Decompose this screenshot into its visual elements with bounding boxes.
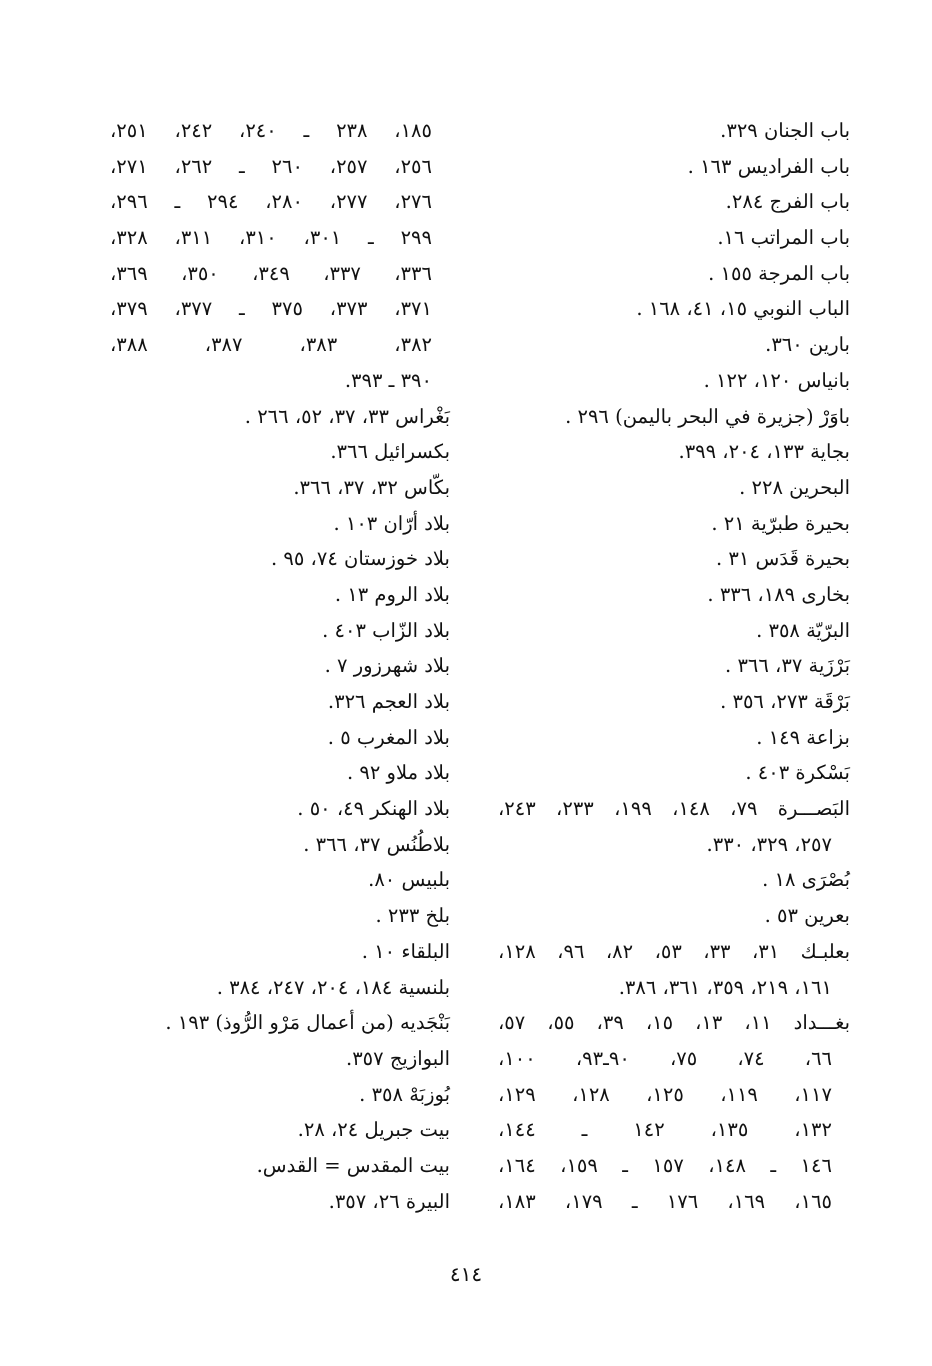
index-column-left xyxy=(110,113,450,1219)
index-entry: باب الفرج ٢٨٤. xyxy=(725,190,850,214)
index-entry: بَسْكرة ٤٠٣ . xyxy=(745,761,850,785)
index-entry: بلاد الروم ١٣ . xyxy=(334,582,450,606)
index-entry: البَصـــرة ٧٩، ١٤٨، ١٩٩، ٢٣٣، ٢٤٣، xyxy=(498,797,851,821)
index-entry: البيرة ٢٦، ٣٥٧. xyxy=(328,1189,450,1213)
index-entry: بُوزبَهْ ٣٥٨ . xyxy=(359,1082,450,1106)
index-entry: بَرْزَية ٣٧، ٣٦٦ . xyxy=(725,654,850,678)
index-entry-continuation: ١١٧، ١١٩، ١٢٥، ١٢٨، ١٢٩، xyxy=(498,1082,832,1106)
page-number: ٤١٤ xyxy=(449,1262,483,1286)
index-entry-continuation: ١٦١، ٢١٩، ٣٥٩، ٣٦١، ٣٨٦. xyxy=(618,975,832,999)
index-entry: بلبيس ٨٠. xyxy=(368,868,450,892)
index-entry: بَغْراس ٣٣، ٣٧، ٥٢، ٢٦٦ . xyxy=(244,404,450,428)
index-entry: بكّاس ٣٢، ٣٧، ٣٦٦. xyxy=(293,475,450,499)
index-entry: بلاد أرّان ١٠٣ . xyxy=(333,511,450,535)
index-entry: بلنسية ١٨٤، ٢٠٤، ٢٤٧، ٣٨٤ . xyxy=(216,975,450,999)
index-entry: بكسرائيل ٣٦٦. xyxy=(330,440,450,464)
index-entry-continuation: ١٤٦ ـ ١٤٨، ١٥٧ ـ ١٥٩، ١٦٤، xyxy=(498,1153,832,1177)
index-entry-continuation: ٢٥٦، ٢٥٧، ٢٦٠ ـ ٢٦٢، ٢٧١، xyxy=(110,154,432,178)
index-column-right xyxy=(498,113,850,1219)
index-entry-continuation: ٣٩٠ ـ ٣٩٣. xyxy=(344,368,432,392)
index-entry-continuation: ٢٥٧، ٣٢٩، ٣٣٠. xyxy=(706,832,832,856)
index-entry: بلاد شهرزور ٧ . xyxy=(324,654,450,678)
index-entry: البرّيّة ٣٥٨ . xyxy=(756,618,850,642)
index-entry: بحيرة طبرّية ٢١ . xyxy=(711,511,850,535)
index-entry: بَرْقَة ٢٧٣، ٣٥٦ . xyxy=(720,690,850,713)
index-entry: باوَرْ (جزيرة في البحر باليمن) ٢٩٦ . xyxy=(565,404,850,428)
index-entry: بزاعة ١٤٩ . xyxy=(756,725,850,749)
index-entry: بعرين ٥٣ . xyxy=(764,904,850,928)
index-entry: بيت المقدس = القدس. xyxy=(256,1153,450,1177)
index-entry: الباب النوبي ١٥، ٤١، ١٦٨ . xyxy=(636,297,850,321)
index-entry: باب المرجة ١٥٥ . xyxy=(708,261,850,285)
index-entry: بجاية ١٣٣، ٢٠٤، ٣٩٩. xyxy=(678,440,850,464)
index-entry: بَنْجَديه (من أعمال مَرْو الرُّوذ) ١٩٣ . xyxy=(165,1011,450,1035)
index-entry: البوازيج ٣٥٧. xyxy=(346,1046,450,1070)
index-entry: بانياس ١٢٠، ١٢٢ . xyxy=(703,368,850,392)
index-entry: بخارى ١٨٩، ٣٣٦ . xyxy=(707,582,850,606)
index-entry: بلاد الهنكر ٤٩، ٥٠ . xyxy=(297,797,450,821)
index-entry: باب المراتب ١٦. xyxy=(717,226,850,250)
index-entry-continuation: ١٦٥، ١٦٩، ١٧٦ ـ ١٧٩، ١٨٣، xyxy=(498,1189,833,1213)
index-entry: بُصْرَى ١٨ . xyxy=(762,868,850,892)
index-entry: بلاطُنُس ٣٧، ٣٦٦ . xyxy=(303,832,450,856)
index-entry: بلاد المغرب ٥ . xyxy=(327,725,450,749)
index-entry: بعلبـك ٣١، ٣٣، ٥٣، ٨٢، ٩٦، ١٢٨، xyxy=(498,939,851,963)
index-entry-continuation: ٦٦، ٧٤، ٧٥، ٩٠ـ٩٣، ١٠٠، xyxy=(498,1046,833,1070)
index-entry: باب الفراديس ١٦٣ . xyxy=(687,154,850,178)
index-entry-continuation: ٣٧١، ٣٧٣، ٣٧٥ ـ ٣٧٧، ٣٧٩، xyxy=(110,297,432,321)
index-entry-continuation: ٣٨٢، ٣٨٣، ٣٨٧، ٣٨٨، xyxy=(110,333,433,357)
index-entry: بيت جبريل ٢٤، ٢٨. xyxy=(297,1118,450,1142)
index-entry: بلخ ٢٣٣ . xyxy=(375,904,450,928)
index-entry: بلاد ملاو ٩٢ . xyxy=(347,761,450,785)
index-entry-continuation: ٣٣٦، ٣٣٧، ٣٤٩، ٣٥٠، ٣٦٩، xyxy=(110,261,432,285)
index-entry: بلاد الزّاب ٤٠٣ . xyxy=(322,618,450,642)
index-entry: البلقاء ١٠ . xyxy=(361,939,450,963)
index-entry: بغـــداد ١١، ١٣، ١٥، ٣٩، ٥٥، ٥٧، xyxy=(498,1011,850,1035)
index-entry-continuation: ٢٩٩ ـ ٣٠١، ٣١٠، ٣١١، ٣٢٨، xyxy=(110,226,432,250)
index-entry: بحيرة قَدَس ٣١ . xyxy=(716,547,850,571)
index-entry: البحرين ٢٢٨ . xyxy=(739,475,850,499)
index-entry: بارين ٣٦٠. xyxy=(765,333,850,357)
index-entry-continuation: ٢٧٦، ٢٧٧، ٢٨٠، ٢٩٤ ـ ٢٩٦، xyxy=(110,190,432,214)
index-entry: بلاد خوزستان ٧٤، ٩٥ . xyxy=(271,547,450,571)
index-entry-continuation: ١٨٥، ٢٣٨ ـ ٢٤٠، ٢٤٢، ٢٥١، xyxy=(110,119,432,142)
index-entry: باب الجنان ٣٢٩. xyxy=(720,119,850,142)
index-entry: بلاد العجم ٣٢٦. xyxy=(327,690,450,713)
index-entry-continuation: ١٣٢، ١٣٥، ١٤٢ ـ ١٤٤، xyxy=(498,1118,832,1142)
